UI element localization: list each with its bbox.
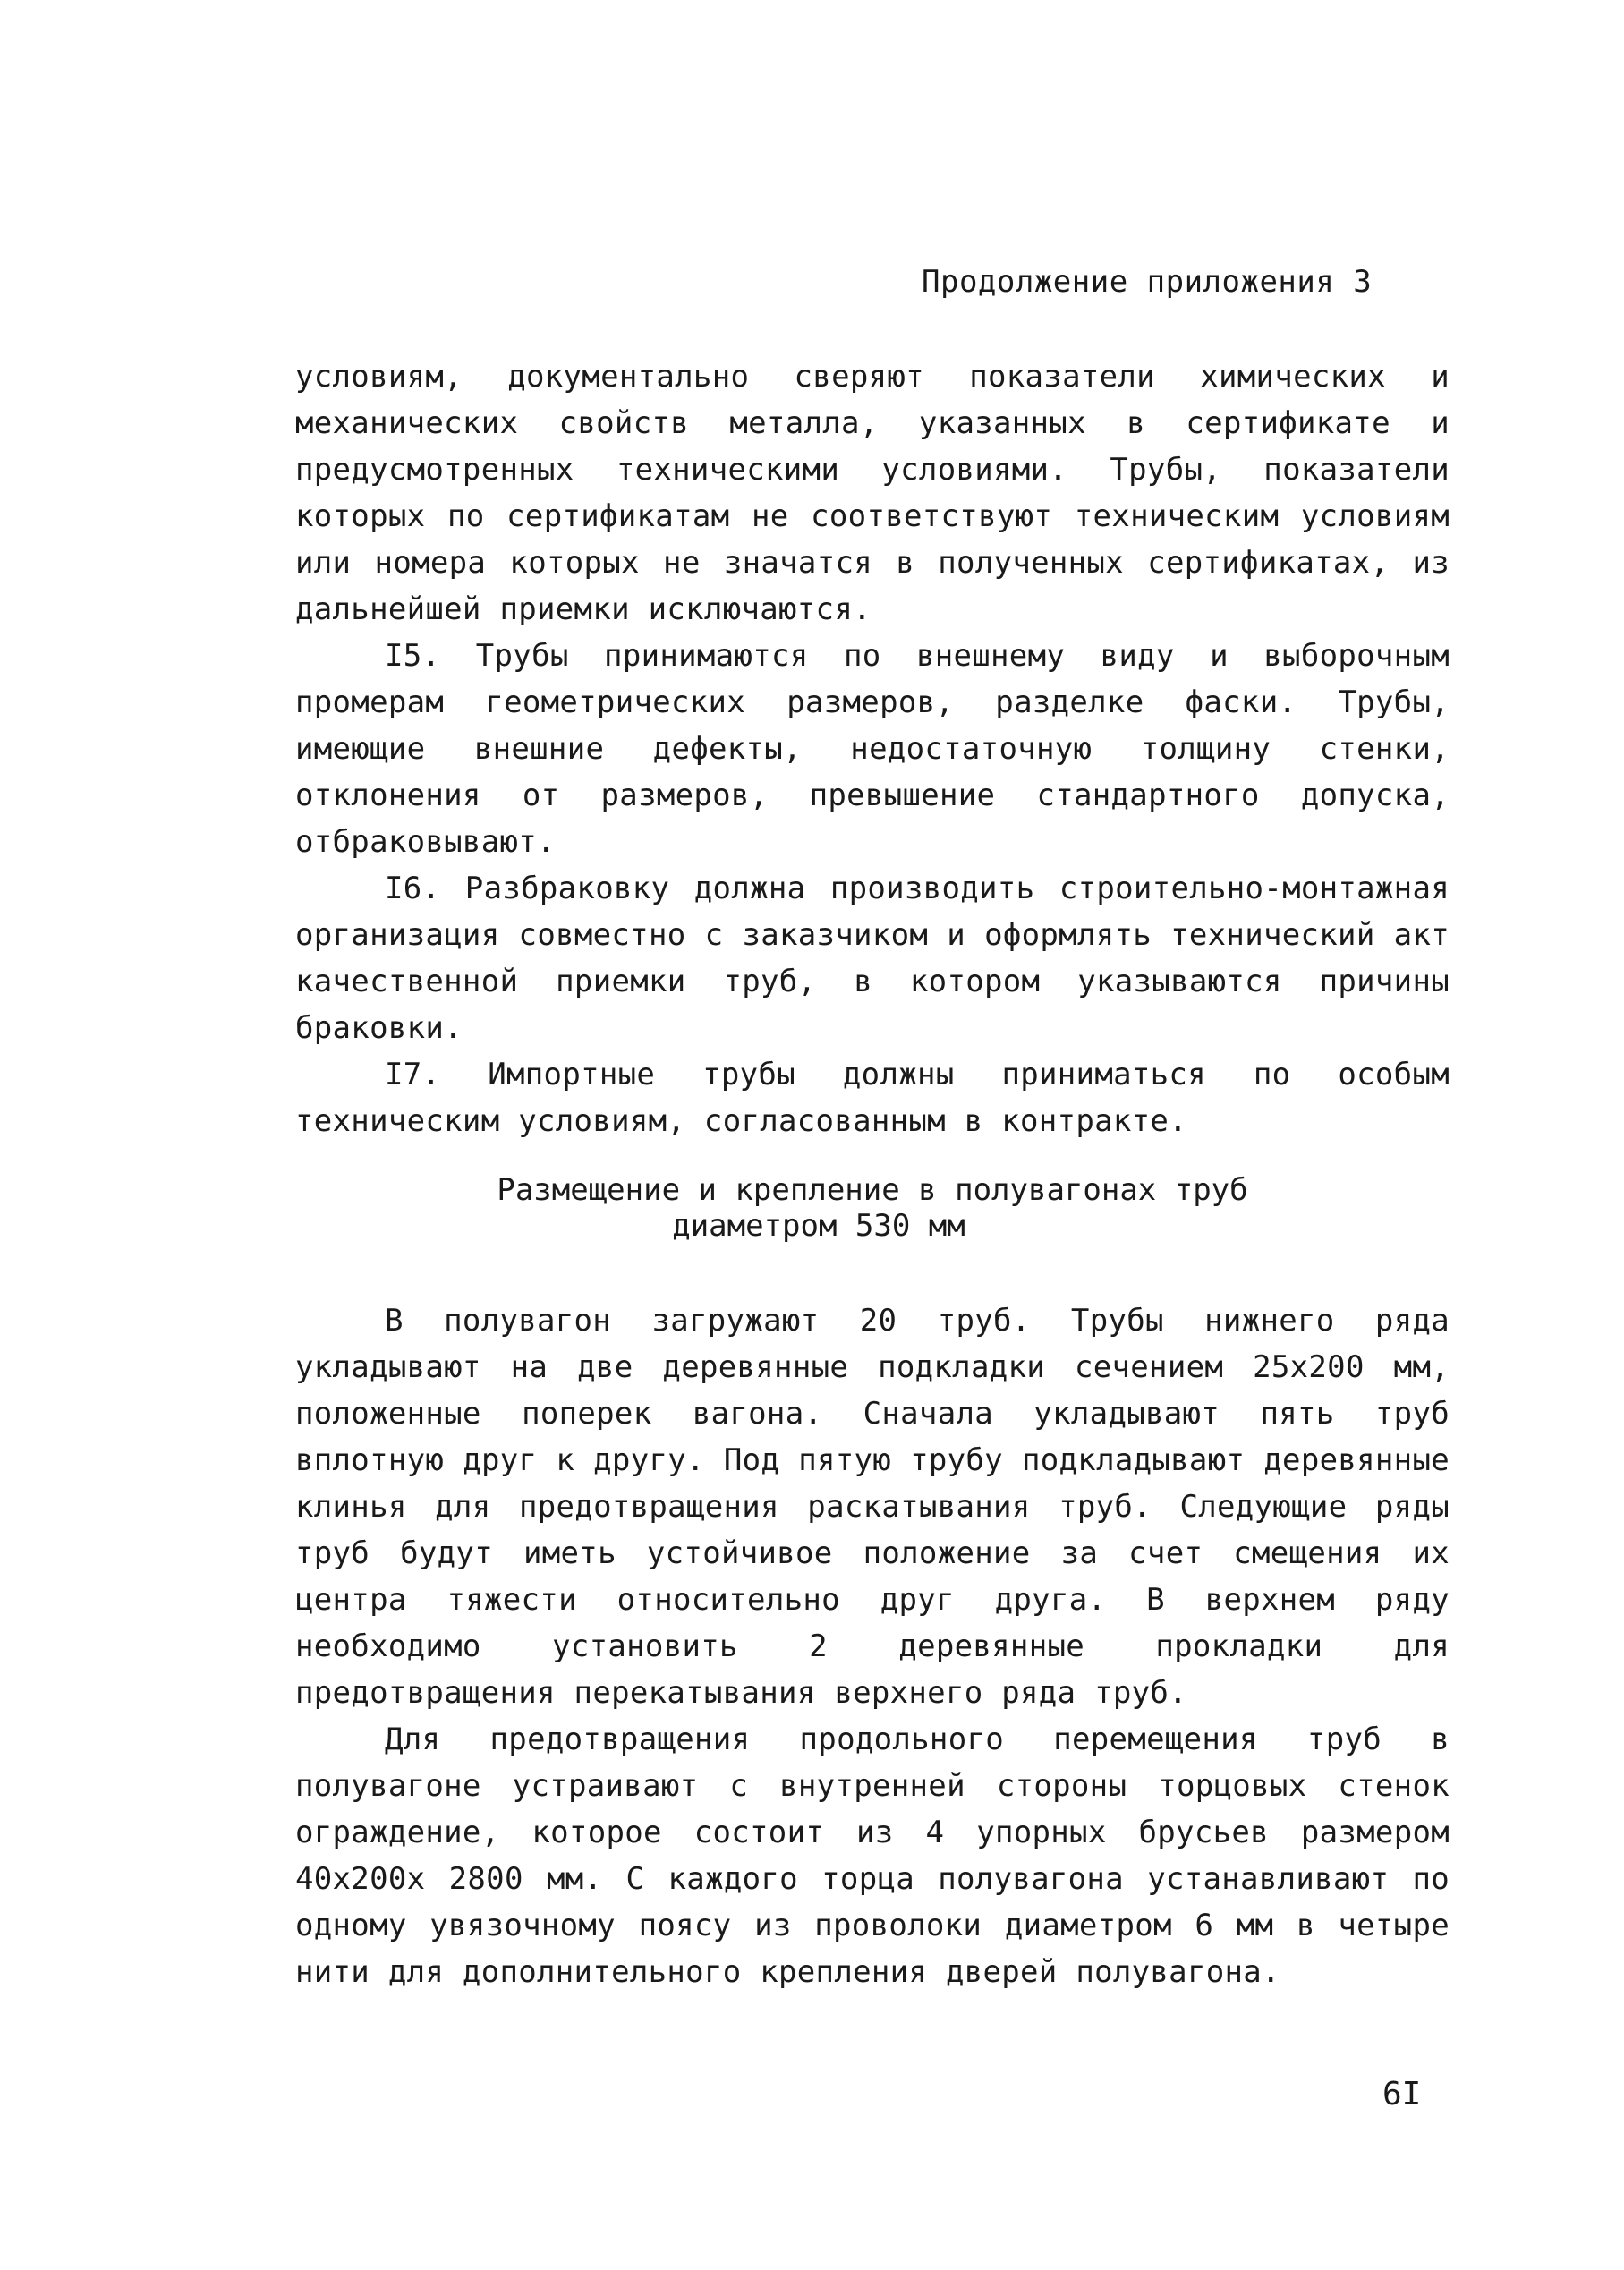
section-title — [295, 1172, 1450, 1244]
paragraph-certificates: условиям, документально сверяют показатели химических и механических свойств металла, указанных в сертификате и предусмотренных техническими условиями. Трубы, показатели которых по сертификатам не соответствуют техническим условиям или номера которых не значатся в полученных сертификатах, из дальнейшей приемки исключаются. — [295, 359, 1450, 627]
paragraph-fastening: Для предотвращения продольного перемещения труб в полувагоне устраивают с внутренней стороны торцовых стенок ограждение, которое состоит из 4 упорных брусьев размером 40х200х 2800 мм. С каждого торца полувагона устанавливают по одному увязочному поясу из проволоки диаметром 6 мм в четыре нити для дополнительного крепления дверей полувагона. — [295, 1722, 1450, 1990]
paragraph-15: I5. Трубы принимаются по внешнему виду и выборочным промерам геометрических размеров, разделке фаски. Трубы, имеющие внешние дефекты, недостаточную толщину стенки, отклонения от размеров, превышение стандартного допуска, отбраковывают. — [295, 638, 1450, 860]
page-number: 6I — [1382, 2076, 1422, 2113]
text-block-acceptance — [295, 353, 1450, 1144]
section-title-line-2: диаметром 530 мм — [672, 1208, 965, 1244]
paragraph-16: I6. Разбраковку должна производить строительно-монтажная организация совместно с заказчиком и оформлять технический акт качественной приемки труб, в котором указываются причины браковки. — [295, 871, 1450, 1046]
paragraph-loading: В полувагон загружают 20 труб. Трубы нижнего ряда укладывают на две деревянные подкладки сечением 25х200 мм, положенные поперек вагона. Сначала укладывают пять труб вплотную друг к другу. Под пятую трубу подкладывают деревянные клинья для предотвращения раскатывания труб. Следующие ряды труб будут иметь устойчивое положение за счет смещения их центра тяжести относительно друг друга. В верхнем ряду необходимо установить 2 деревянные прокладки для предотвращения перекатывания верхнего ряда труб. — [295, 1303, 1450, 1711]
paragraph-17: I7. Импортные трубы должны приниматься по особым техническим условиям, согласованным в контракте. — [295, 1057, 1450, 1139]
text-block-placement — [295, 1297, 1450, 1995]
continuation-header: Продолжение приложения 3 — [922, 264, 1373, 300]
section-title-line-1: Размещение и крепление в полувагонах труб — [497, 1172, 1248, 1208]
